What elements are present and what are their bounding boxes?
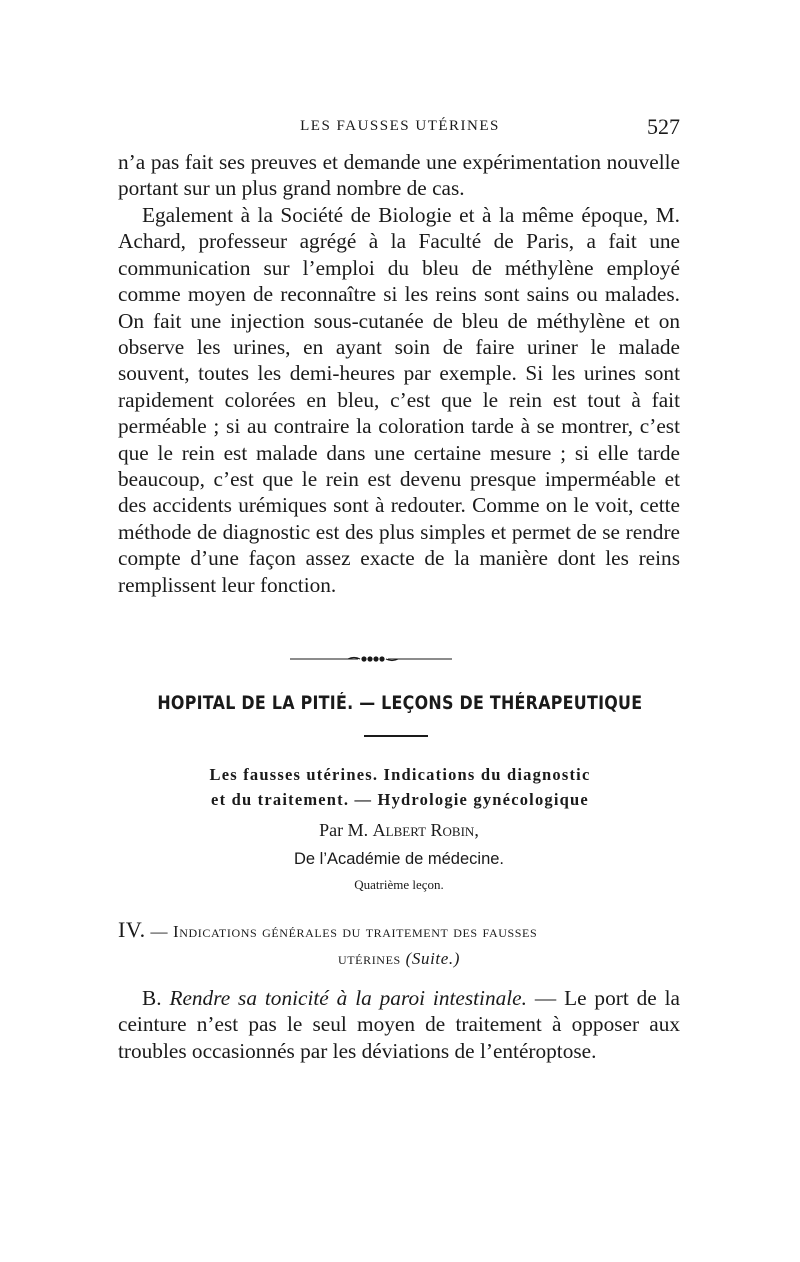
running-title: LES FAUSSES UTÉRINES <box>300 118 500 134</box>
section-title: — Indications générales du traitement des fausses <box>150 922 538 941</box>
page-number: 527 <box>647 114 680 139</box>
heading-rule <box>364 735 428 737</box>
paragraph-text <box>118 985 680 1064</box>
paragraph-b <box>118 985 680 1064</box>
article-subtitle <box>150 762 650 812</box>
subtitle-line: Les fausses utérines. Indications du diagnostic <box>209 765 591 784</box>
author-name: Albert Robin, <box>372 820 479 840</box>
paragraph-body: — Le port de la ceinture n’est pas le seul moyen de traitement à opposer aux troubles occasionnés par les déviations de l’entéroptose. <box>118 986 680 1063</box>
ornament-divider <box>290 654 452 664</box>
section-title-continued <box>118 945 680 972</box>
author-line <box>118 820 680 841</box>
section-title-word: utérines <box>337 949 401 968</box>
paragraph-text: Egalement à la Société de Biologie et à la même époque, M. Achard, professeur agrégé à la Faculté de Paris, a fait une communication sur l’emploi du bleu de méthylène employé comme moyen de reconnaître si les reins sont sains ou malades. On fait une injection sous-cutanée de bleu de méthylène et on observe les urines, en ayant soin de faire uriner le malade souvent, toutes les demi-heures par exemple. Si les urines sont rapidement colorées en bleu, c’est que le rein est tout à fait perméable ; si au contraire la coloration tarde à se montrer, c’est que le rein est malade dans une certaine mesure ; si elle tarde beaucoup, c’est que le rein est devenu presque imperméable et des accidents urémiques sont à redouter. Comme on le voit, cette méthode de diagnostic est des plus simples et permet de se rendre compte d’une façon assez exacte de la manière dont les reins remplissent leur fonction. <box>118 203 680 597</box>
paragraph-continuation <box>118 149 680 202</box>
author-affiliation: De l’Académie de médecine. <box>293 850 505 868</box>
lecture-number: Quatrième leçon. <box>354 877 444 892</box>
subtitle-line: et du traitement. — Hydrologie gynécologique <box>211 790 589 809</box>
running-head <box>120 114 680 140</box>
section-suffix: (Suite.) <box>405 949 461 968</box>
paragraph-label: B. <box>142 986 162 1010</box>
article-heading: HOPITAL DE LA PITIÉ. — LEÇONS DE THÉRAPEUTIQUE <box>157 693 643 714</box>
section-heading <box>118 916 680 972</box>
paragraph-achard <box>118 202 680 598</box>
paragraph-italic-title: Rendre sa tonicité à la paroi intestinale. <box>169 986 527 1010</box>
author-prefix: Par M. <box>319 820 369 840</box>
paragraph-text: n’a pas fait ses preuves et demande une expérimentation nouvelle portant sur un plus grand nombre de cas. <box>118 150 680 201</box>
section-number: IV. <box>118 917 146 942</box>
